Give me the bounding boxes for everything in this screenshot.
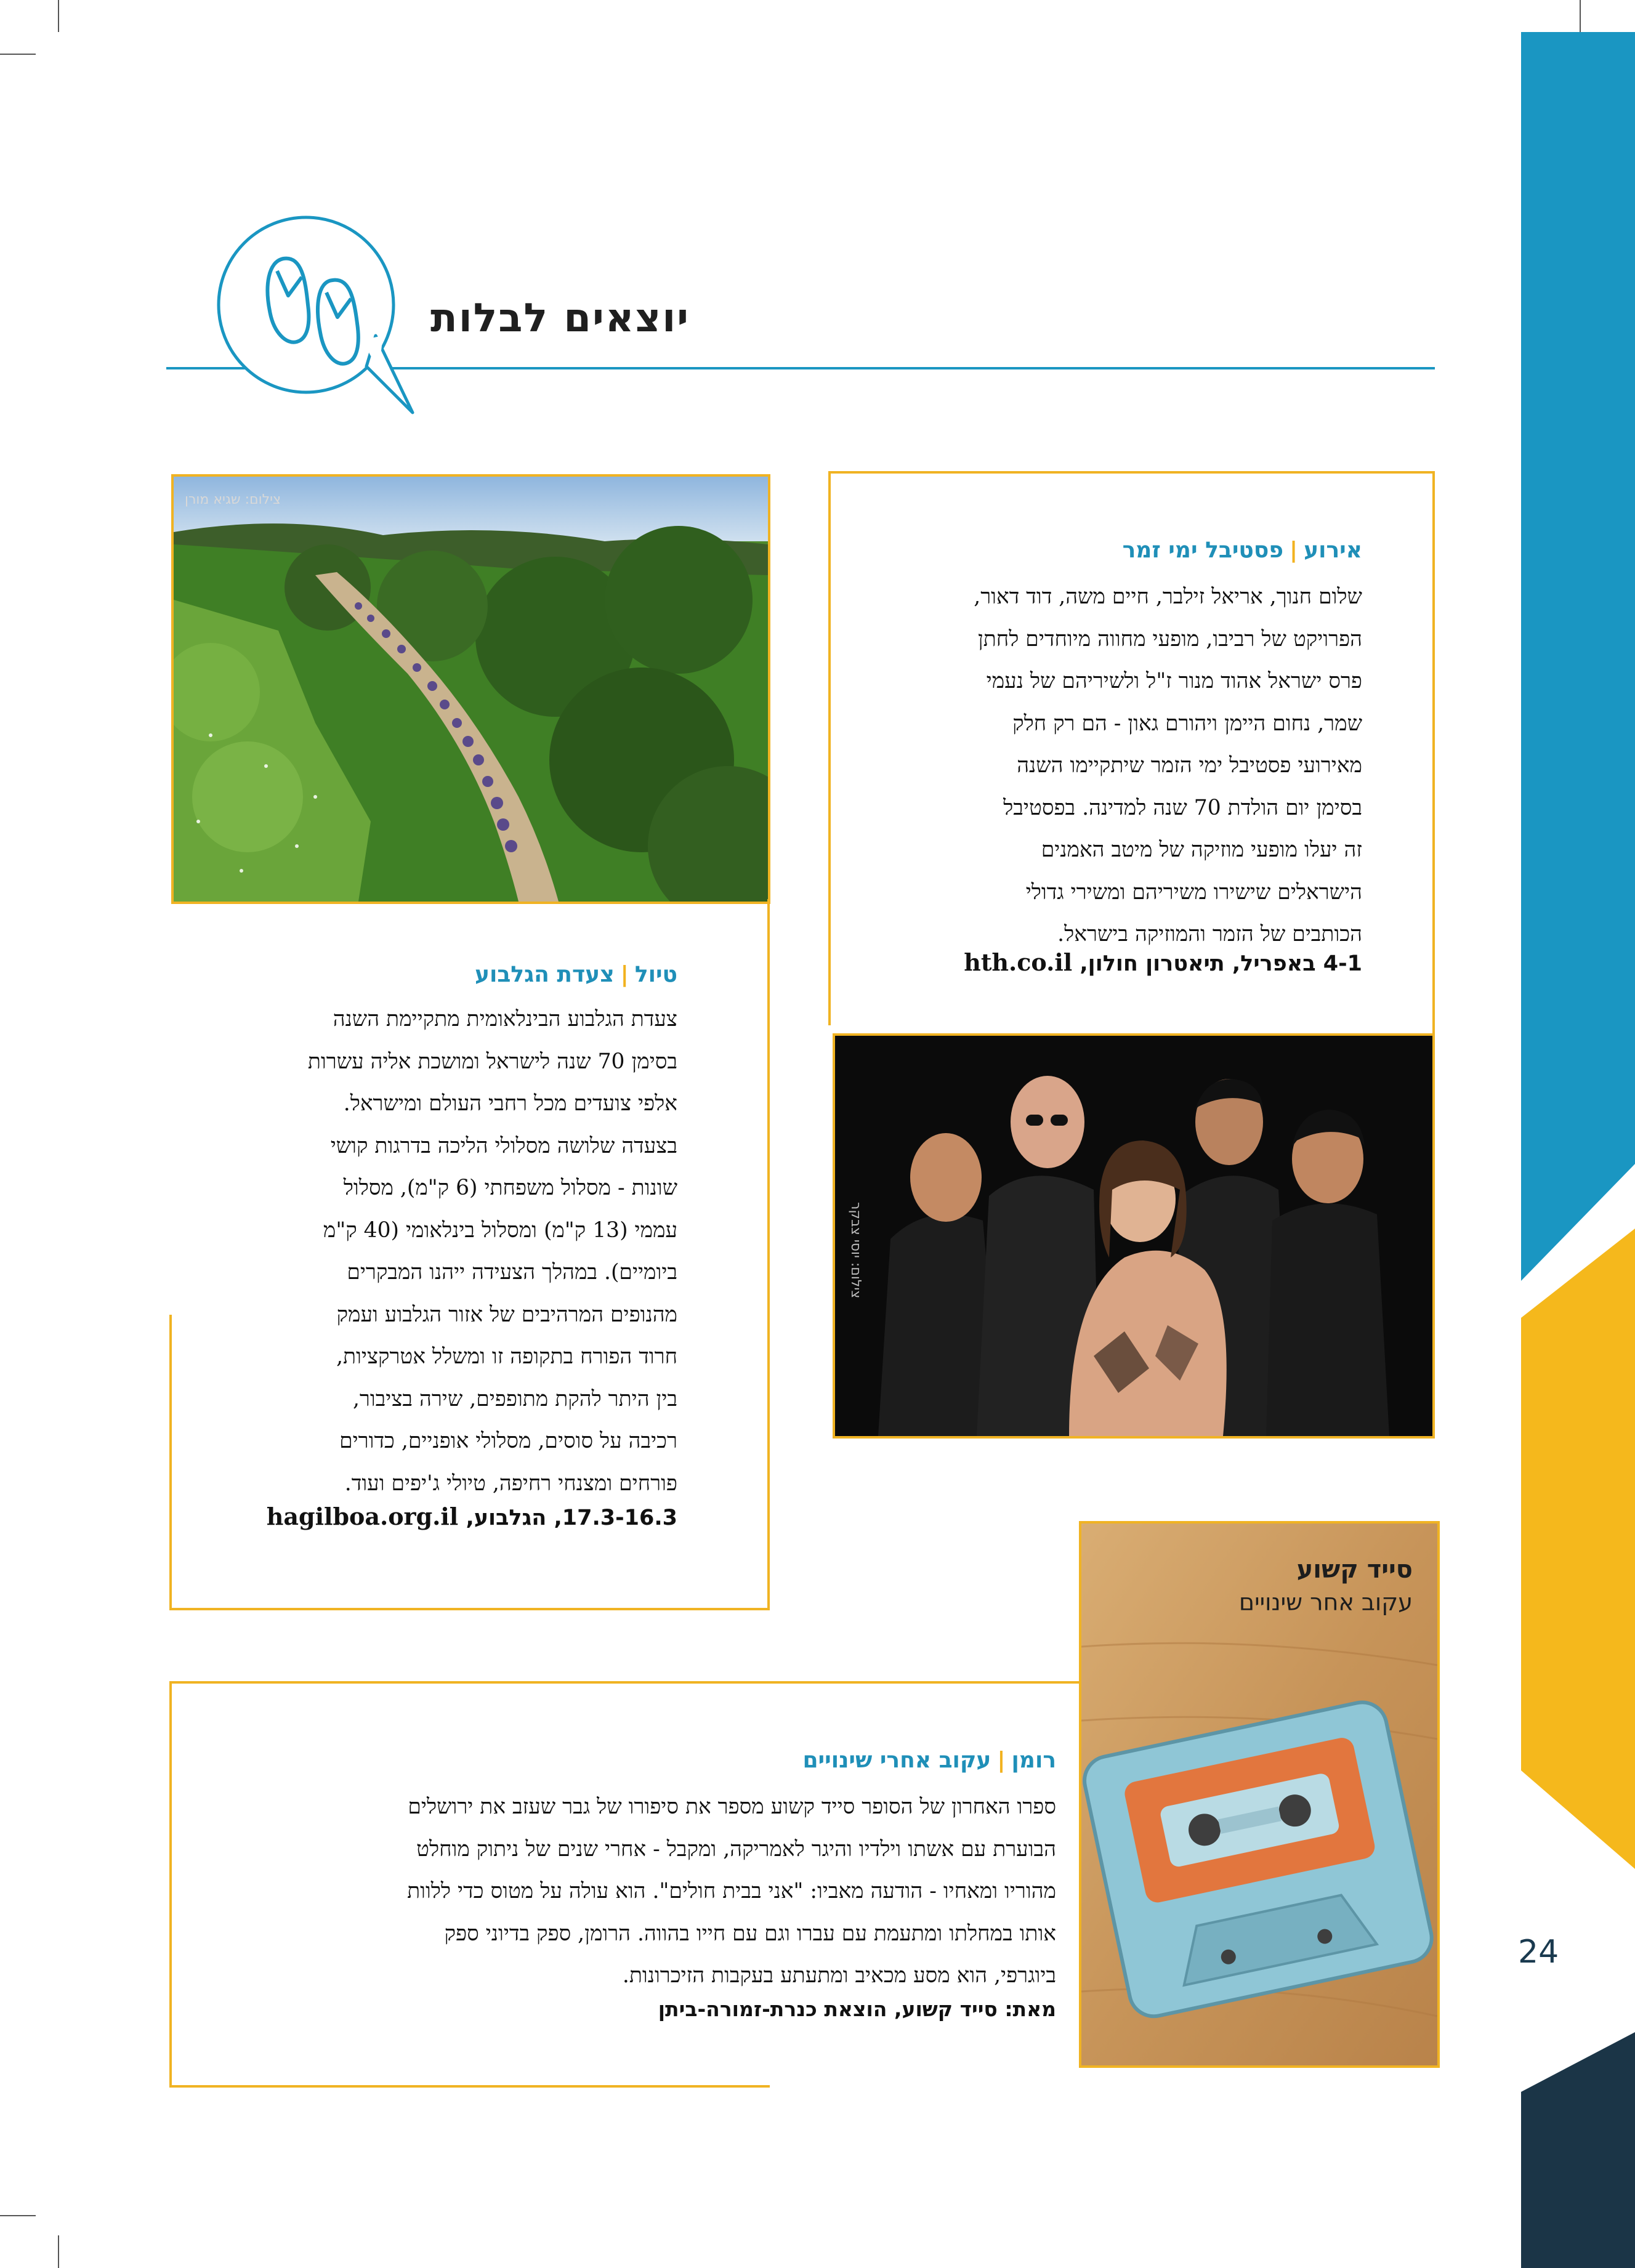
novel-title: עקוב אחרי שינויים [802,1748,991,1773]
novel-heading: רומן|עקוב אחרי שינויים [802,1748,1056,1773]
festival-url-link[interactable]: hth.co.il [964,948,1073,976]
march-line: בין היתר להקת מתופפים, שירה בציבור, [352,1386,677,1411]
band-photo-credit: צילום: יוסי צבקר [848,1202,863,1299]
march-line: צעדת הגלבוע הבינלאומית מתקיימת השנה [333,1007,677,1031]
novel-line: אותו במחלתו ומתעמת עם עברו וגם עם חייו בהווה. הרומן, ספק בדיוני ספק [444,1921,1056,1946]
yellow-tab [1521,1229,1635,1869]
novel-body [237,1786,1056,1997]
march-line: אלפי צועדים מכל רחבי העולם ומישראל. [343,1091,677,1116]
march-line: שונות - מסלול משפחתי (6 ק"מ), מסלול [343,1176,677,1200]
festival-heading: אירוע|פסטיבל ימי זמר [1122,538,1362,563]
novel-line: מהוריו ומאחיו - הודעה מאביו: "אני בבית חולים". הוא עולה על מטוס כדי ללוות [407,1879,1056,1903]
march-line: בצעדה שלושה מסלולי הליכה בדרגות קושי [330,1133,677,1158]
march-category: טיול [634,962,677,987]
festival-title: פסטיבל ימי זמר [1122,538,1284,563]
festival-line: שמר, נחום היימן ויהורם גאון - הם רק חלק [1012,711,1362,736]
novel-line: ביוגרפי, הוא מסע מכאיב ומתעתע בעקבות הזיכרונות. [622,1963,1056,1988]
march-line: פורחים ומצנחי רחיפה, טיולי ג'יפים ועוד. [344,1471,677,1496]
march-date-place: 17.3-16.3, הגלבוע, [466,1506,677,1530]
band-photo [833,1033,1435,1439]
book-cover [1079,1521,1440,2068]
novel-line: הבוערת עם אשתו וילדיו והיגר לאמריקה, ומקבל - אחרי שנים של ניתוק מוחלט [416,1836,1056,1862]
book-author: סייד קשוע [1296,1556,1413,1584]
march-line: בסימן 70 שנה לישראל ומושכת אליה עשרות [307,1049,677,1074]
novel-from: מאת: סייד קשוע, הוצאת כנרת-זמורה-ביתן [658,1997,1056,2021]
festival-line: זה יעלו מופעי מוזיקה של מיטב האמנים [1041,837,1362,862]
festival-category: אירוע [1304,538,1362,563]
march-info [267,1503,677,1530]
festival-line: פרס ישראל אהוד מנור ז"ל ולשיריהם של נעמי [986,669,1362,693]
march-body [105,998,677,1504]
festival-line: שלום חנוך, אריאל זילבר, חיים משה, דוד דאור, [974,584,1362,609]
novel-category: רומן [1011,1748,1056,1773]
flip-flops-icon [259,243,369,382]
march-heading: טיול|צעדת הגלבוע [475,962,677,987]
march-line: מהנופים המרהיבים של אזור הגלבוע ועמק [336,1302,677,1327]
festival-line: מאירועי פסטיבל ימי הזמר שיתקיימו השנה [1017,753,1362,778]
march-line: עממי (13 ק"מ) ומסלול בינלאומי (40 ק"מ [323,1217,677,1243]
march-line: חרוד הפורח בתקופה זו ומשלל אטרקציות, [336,1344,677,1369]
march-line: ביומיים). במהלך הצעידה ייהנו המבקרים [347,1260,677,1285]
festival-line: הכותבים של הזמר והמוזיקה בישראל. [1057,922,1362,946]
blue-tab [1521,32,1635,1281]
festival-body [753,576,1362,956]
hiking-photo-credit: צילום: שגיא מורן [185,492,281,507]
book-title: עקוב אחר שינויים [1238,1589,1413,1616]
festival-date-place: 4-1 באפריל, תיאטרון חולון, [1080,951,1362,976]
march-title: צעדת הגלבוע [475,962,615,987]
side-decoration [1515,0,1635,2268]
festival-line: הפרויקט של רביבו, מופעי מחווה מיוחדים לחתן [977,626,1362,652]
section-title: יוצאים לבלות [430,296,690,341]
page-number: 24 [1518,1934,1559,1971]
novel-line: ספרו האחרון של הסופר סייד קשוע מספר את סיפורו של גבר שעזב את ירושלים [408,1794,1056,1819]
march-line: רכיבה על סוסים, מסלולי אופניים, כדורים [339,1429,677,1453]
hiking-photo [171,474,770,904]
march-url-link[interactable]: hagilboa.org.il [266,1503,459,1530]
festival-line: בסימן יום הולדת 70 שנה למדינה. בפסטיבל [1003,795,1362,820]
festival-line: הישראלים שישירו משיריהם ומשירי גדולי [1025,879,1362,905]
navy-tab [1521,2032,1635,2268]
festival-info [964,948,1362,976]
